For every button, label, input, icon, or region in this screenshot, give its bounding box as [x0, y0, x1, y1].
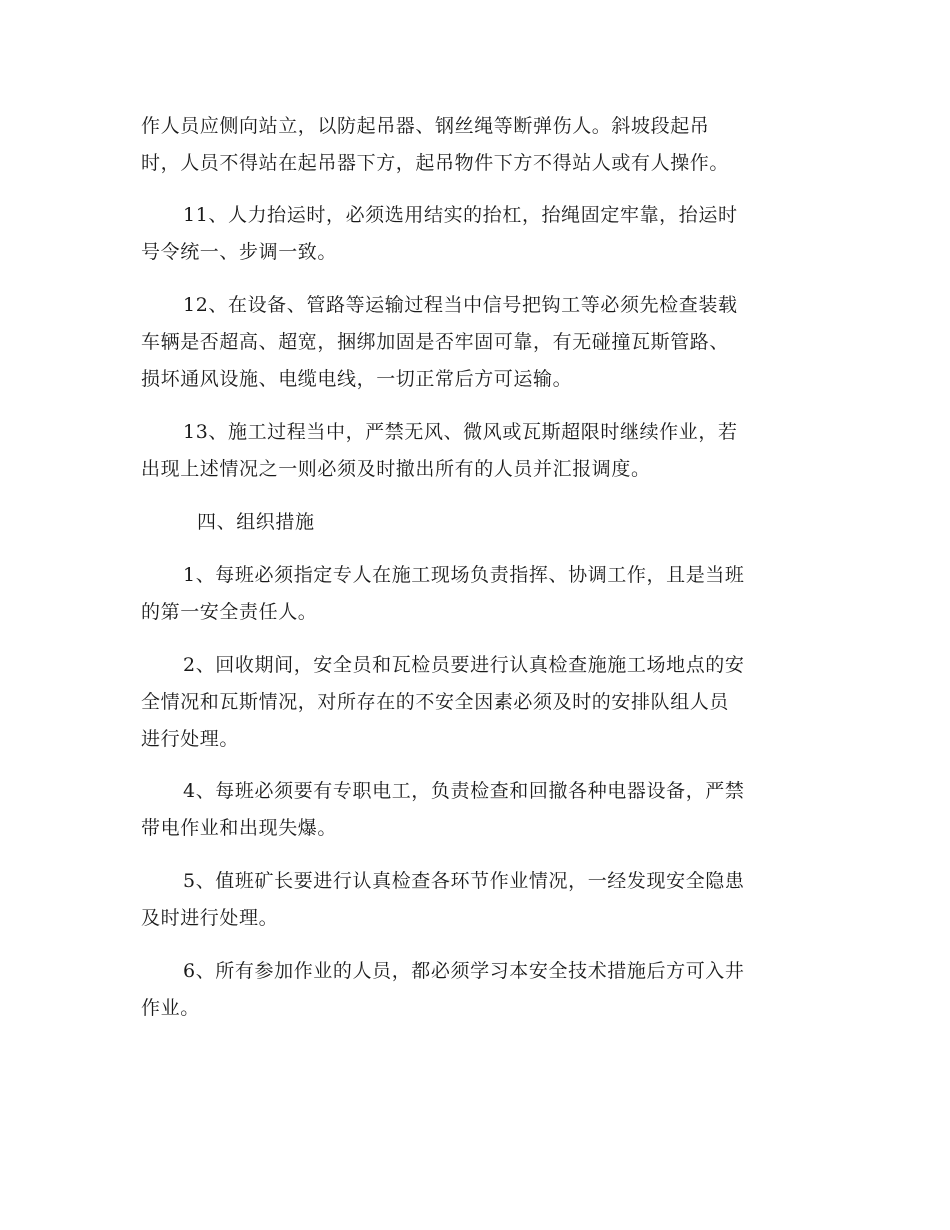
paragraph-line: 作人员应侧向站立，以防起吊器、钢丝绳等断弹伤人。斜坡段起吊 — [141, 115, 710, 137]
paragraph-org-1 — [141, 557, 811, 631]
paragraph-org-4 — [141, 773, 811, 847]
paragraph-line: 2、回收期间，安全员和瓦检员要进行认真检查施施工场地点的安 — [183, 654, 745, 676]
paragraph-line: 号令统一、步调一致。 — [141, 241, 338, 263]
paragraph-line: 出现上述情况之一则必须及时撤出所有的人员并汇报调度。 — [141, 458, 651, 480]
paragraph-line: 带电作业和出现失爆。 — [141, 817, 338, 839]
paragraph-line: 12、在设备、管路等运输过程当中信号把钩工等必须先检查装载 — [183, 294, 738, 316]
paragraph-line: 时，人员不得站在起吊器下方，起吊物件下方不得站人或有人操作。 — [141, 152, 730, 174]
paragraph-line: 13、施工过程当中，严禁无风、微风或瓦斯超限时继续作业，若 — [183, 421, 738, 443]
paragraph-item-13 — [141, 414, 811, 488]
paragraph-org-5 — [141, 863, 811, 937]
section-heading-text: 四、组织措施 — [197, 511, 315, 533]
paragraph-line: 作业。 — [141, 997, 200, 1019]
paragraph-line: 6、所有参加作业的人员，都必须学习本安全技术措施后方可入井 — [183, 960, 745, 982]
section-heading-organization — [141, 504, 811, 541]
paragraph-continuation — [141, 108, 811, 182]
paragraph-org-6 — [141, 953, 811, 1027]
paragraph-line: 车辆是否超高、超宽，捆绑加固是否牢固可靠，有无碰撞瓦斯管路、 — [141, 331, 730, 353]
paragraph-line: 及时进行处理。 — [141, 907, 279, 929]
paragraph-line: 5、值班矿长要进行认真检查各环节作业情况，一经发现安全隐患 — [183, 870, 745, 892]
paragraph-line: 损坏通风设施、电缆电线，一切正常后方可运输。 — [141, 368, 573, 390]
paragraph-line: 进行处理。 — [141, 728, 240, 750]
paragraph-item-12 — [141, 287, 811, 398]
paragraph-line: 4、每班必须要有专职电工，负责检查和回撤各种电器设备，严禁 — [183, 780, 745, 802]
paragraph-org-2 — [141, 647, 811, 758]
paragraph-item-11 — [141, 197, 811, 271]
paragraph-line: 全情况和瓦斯情况，对所存在的不安全因素必须及时的安排队组人员 — [141, 691, 730, 713]
paragraph-line: 1、每班必须指定专人在施工现场负责指挥、协调工作，且是当班 — [183, 564, 745, 586]
paragraph-line: 11、人力抬运时，必须选用结实的抬杠，抬绳固定牢靠，抬运时 — [183, 204, 738, 226]
paragraph-line: 的第一安全责任人。 — [141, 601, 318, 623]
